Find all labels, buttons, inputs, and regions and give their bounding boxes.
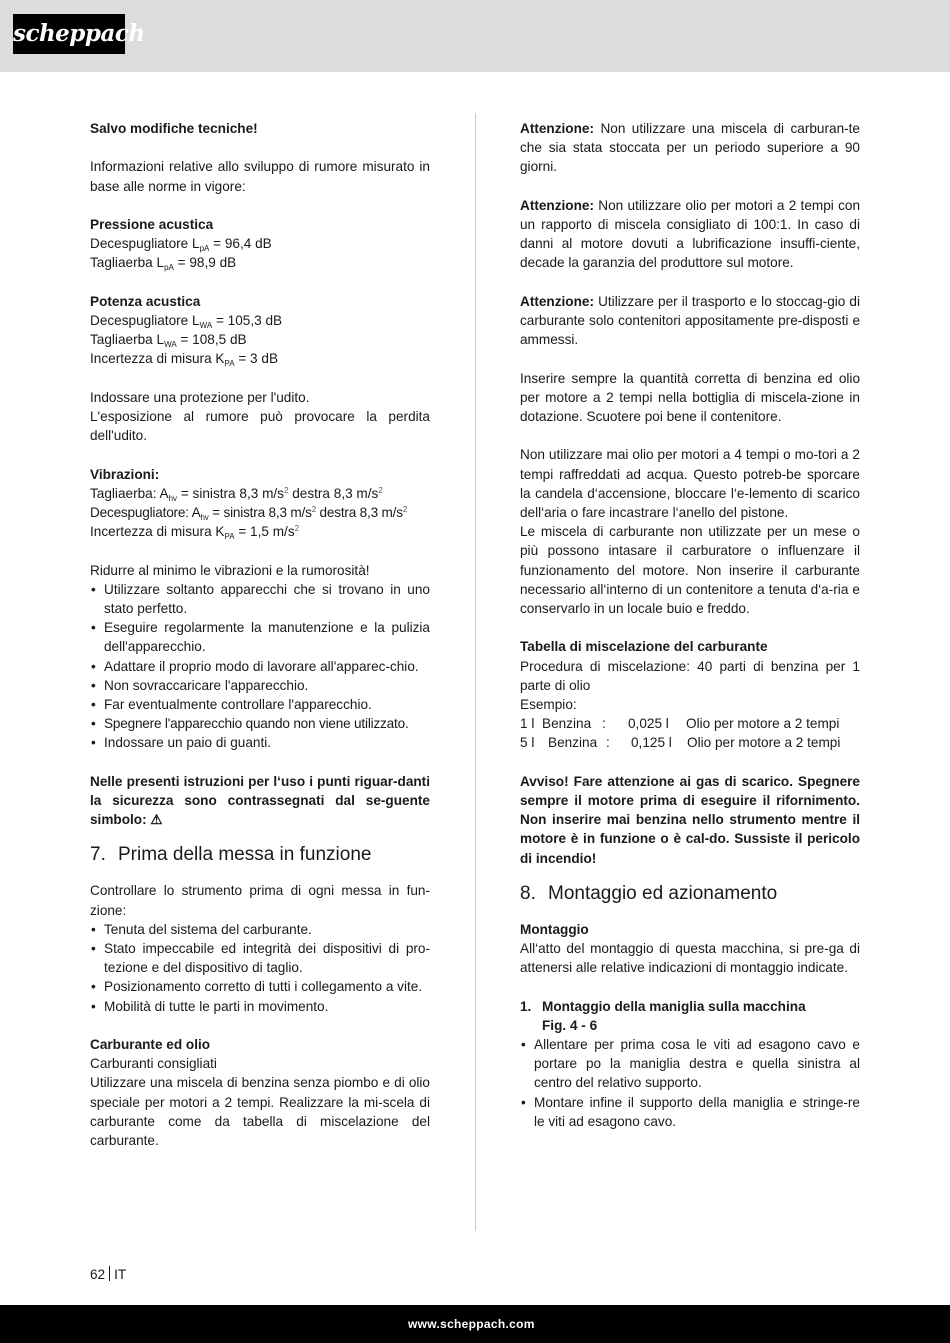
step-1-list bbox=[520, 1035, 860, 1131]
list-item: • Far eventualmente controllare l'apparecchio. bbox=[90, 695, 430, 714]
sound-power-title: Potenza acustica bbox=[90, 293, 201, 309]
subject-to-changes: Salvo modifiche tecniche! bbox=[90, 121, 258, 136]
sound-pressure-line: Decespugliatore $L_{pA} = 96,4$ dB bbox=[90, 236, 272, 254]
check-intro: Controllare lo strumento prima di ogni messa in fun-zione: bbox=[90, 883, 430, 918]
attention-note: Attenzione: Utilizzare per il trasporto e lo stoccag-gio di carburante solo contenitori appositamente pre-disposti e ammessi. bbox=[520, 293, 860, 348]
check-list bbox=[90, 920, 430, 1016]
list-item: • Indossare un paio di guanti. bbox=[90, 733, 430, 752]
page-separator bbox=[109, 1266, 110, 1281]
safety-symbol-note: Nelle presenti istruzioni per l‘uso i punti riguar-danti la sicurezza sono contrassegnati dal se-guente simbolo: ⚠ bbox=[90, 773, 430, 828]
sound-power-line: Tagliaerba $L_{WA} = 108,5$ dB bbox=[90, 332, 247, 350]
hearing-protection-note: Indossare una protezione per l'udito. bbox=[90, 389, 310, 405]
noise-info: Informazioni relative allo sviluppo di rumore misurato in base alle norme in vigore: bbox=[90, 159, 430, 194]
exhaust-warning: Avviso! Fare attenzione ai gas di scarico. Spegnere sempre il motore prima di eseguire il rifornimento. Non inserire mai benzina nello strumento mentre il motore è in funzione o è cal-do. Sussiste il pericolo di incendio! bbox=[520, 773, 860, 866]
list-item: • Utilizzare soltanto apparecchi che si trovano in uno stato perfetto. bbox=[90, 580, 430, 618]
mix-table-row: 1 l Benzina : 0,025 l Olio per motore a 2 tempi bbox=[520, 716, 840, 732]
attention-note: Attenzione: Non utilizzare una miscela di carburan-te che sia stata stoccata per un periodo superiore a 90 giorni. bbox=[520, 121, 860, 175]
hearing-loss-warning: L'esposizione al rumore può provocare la perdita dell'udito. bbox=[90, 408, 430, 444]
right-column bbox=[520, 119, 860, 1131]
mix-example-label: Esempio: bbox=[520, 697, 577, 713]
reduce-intro: Ridurre al minimo le vibrazioni e la rumorosità! bbox=[90, 562, 370, 578]
brand-logo[interactable]: scheppach bbox=[13, 14, 125, 54]
insert-fuel-text: Inserire sempre la quantità corretta di benzina ed olio per motore a 2 tempi nella bottiglia di miscela-zione in dotazione. Scuotere poi bene il contenitore. bbox=[520, 370, 860, 424]
section-7-heading: 7. Prima della messa in funzione bbox=[90, 844, 372, 866]
footer-bar bbox=[0, 1305, 950, 1343]
unused-mix-text: Le miscela di carburante non utilizzate per un mese o più possono intasare il carburatore o influenzare il funzionamento del motore. Non inserire il carburante necessario all‘interno di un contenitore a tenuta d‘a-ria e conservarlo in un locale buio e freddo. bbox=[520, 524, 860, 617]
column-divider bbox=[475, 113, 476, 1231]
step-1-heading: 1. Montaggio della maniglia sulla macchina Fig. 4 - 6 bbox=[520, 998, 806, 1033]
vibration-line: Decespugliatore: $A_{hv}$ = sinistra 8,3 $m/s^2$ destra 8,3 $m/s^2$ bbox=[90, 504, 408, 522]
mix-procedure: Procedura di miscelazione: 40 parti di benzina per 1 parte di olio bbox=[520, 658, 860, 693]
list-item: • Stato impeccabile ed integrità dei dispositivi di pro-tezione e del dispositivo di taglio. bbox=[90, 939, 430, 977]
mix-table-title: Tabella di miscelazione del carburante bbox=[520, 639, 768, 655]
list-item: • Tenuta del sistema del carburante. bbox=[90, 920, 430, 939]
list-item: • Adattare il proprio modo di lavorare all'apparec-chio. bbox=[90, 657, 430, 676]
sound-power-line: Incertezza di misura $K_{PA} = 3$ dB bbox=[90, 351, 279, 369]
assembly-text: All‘atto del montaggio di questa macchina, si pre-ga di attenersi alle relative indicazioni di montaggio indicate. bbox=[520, 941, 860, 976]
assembly-title: Montaggio bbox=[520, 921, 589, 937]
sound-pressure-line: Tagliaerba $L_{pA} = 98,9$ dB bbox=[90, 255, 237, 273]
fuel-subtitle: Carburanti consigliati bbox=[90, 1056, 217, 1072]
header-bar bbox=[0, 0, 950, 72]
list-item: • Allentare per prima cosa le viti ad esagono cavo e portare po la maniglia destra e quella sinistra al centro del relativo supporto. bbox=[520, 1035, 860, 1093]
website-link[interactable]: www.scheppach.com bbox=[408, 1317, 535, 1331]
list-item: • Posizionamento corretto di tutti i collegamento a vite. bbox=[90, 977, 430, 996]
list-item: • Montare infine il supporto della maniglia e stringe-re le viti ad esagono cavo. bbox=[520, 1093, 860, 1131]
list-item: • Spegnere l'apparecchio quando non viene utilizzato. bbox=[90, 714, 430, 733]
list-item: • Non sovraccaricare l'apparecchio. bbox=[90, 676, 430, 695]
fuel-text: Utilizzare una miscela di benzina senza piombo e di olio speciale per motori a 2 tempi. Realizzare la mi-scela di carburante come da tabella di miscelazione del carburante. bbox=[90, 1075, 430, 1149]
mix-table-row: 5 l Benzina : 0,125 l Olio per motore a 2 tempi bbox=[520, 735, 841, 751]
vibration-line: Tagliaerba: $A_{hv}$ = sinistra 8,3 $m/s^2$ destra 8,3 $m/s^2$ bbox=[90, 485, 383, 503]
never-use-text: Non utilizzare mai olio per motori a 4 tempi o mo-tori a 2 tempi raffreddati ad acqua. Questo potreb-be sporcare la candela d‘accensione, bloccare l‘e-lemento di scarico dell‘aria o fare incastrare l‘anello del pistone. bbox=[520, 447, 860, 520]
left-column bbox=[90, 119, 430, 1150]
attention-note: Attenzione: Non utilizzare olio per motori a 2 tempi con un rapporto di miscela consigliato di 100:1. In caso di danni al motore dovuti a lubrificazione insuffi-ciente, decade la garanzia del produttore sul motore. bbox=[520, 197, 860, 271]
sound-power-line: Decespugliatore $L_{WA} = 105,3$ dB bbox=[90, 312, 283, 330]
page-number: 62 IT bbox=[90, 1267, 127, 1282]
fuel-oil-title: Carburante ed olio bbox=[90, 1037, 211, 1053]
vibration-title: Vibrazioni: bbox=[90, 466, 160, 482]
vibration-line: Incertezza di misura $K_{PA} = 1,5$ $m/s^2$ bbox=[90, 524, 300, 542]
list-item: • Eseguire regolarmente la manutenzione e la pulizia dell'apparecchio. bbox=[90, 618, 430, 656]
reduce-list bbox=[90, 580, 430, 753]
list-item: • Mobilità di tutte le parti in movimento. bbox=[90, 997, 430, 1016]
sound-pressure-title: Pressione acustica bbox=[90, 216, 214, 232]
section-8-heading: 8. Montaggio ed azionamento bbox=[520, 882, 778, 904]
